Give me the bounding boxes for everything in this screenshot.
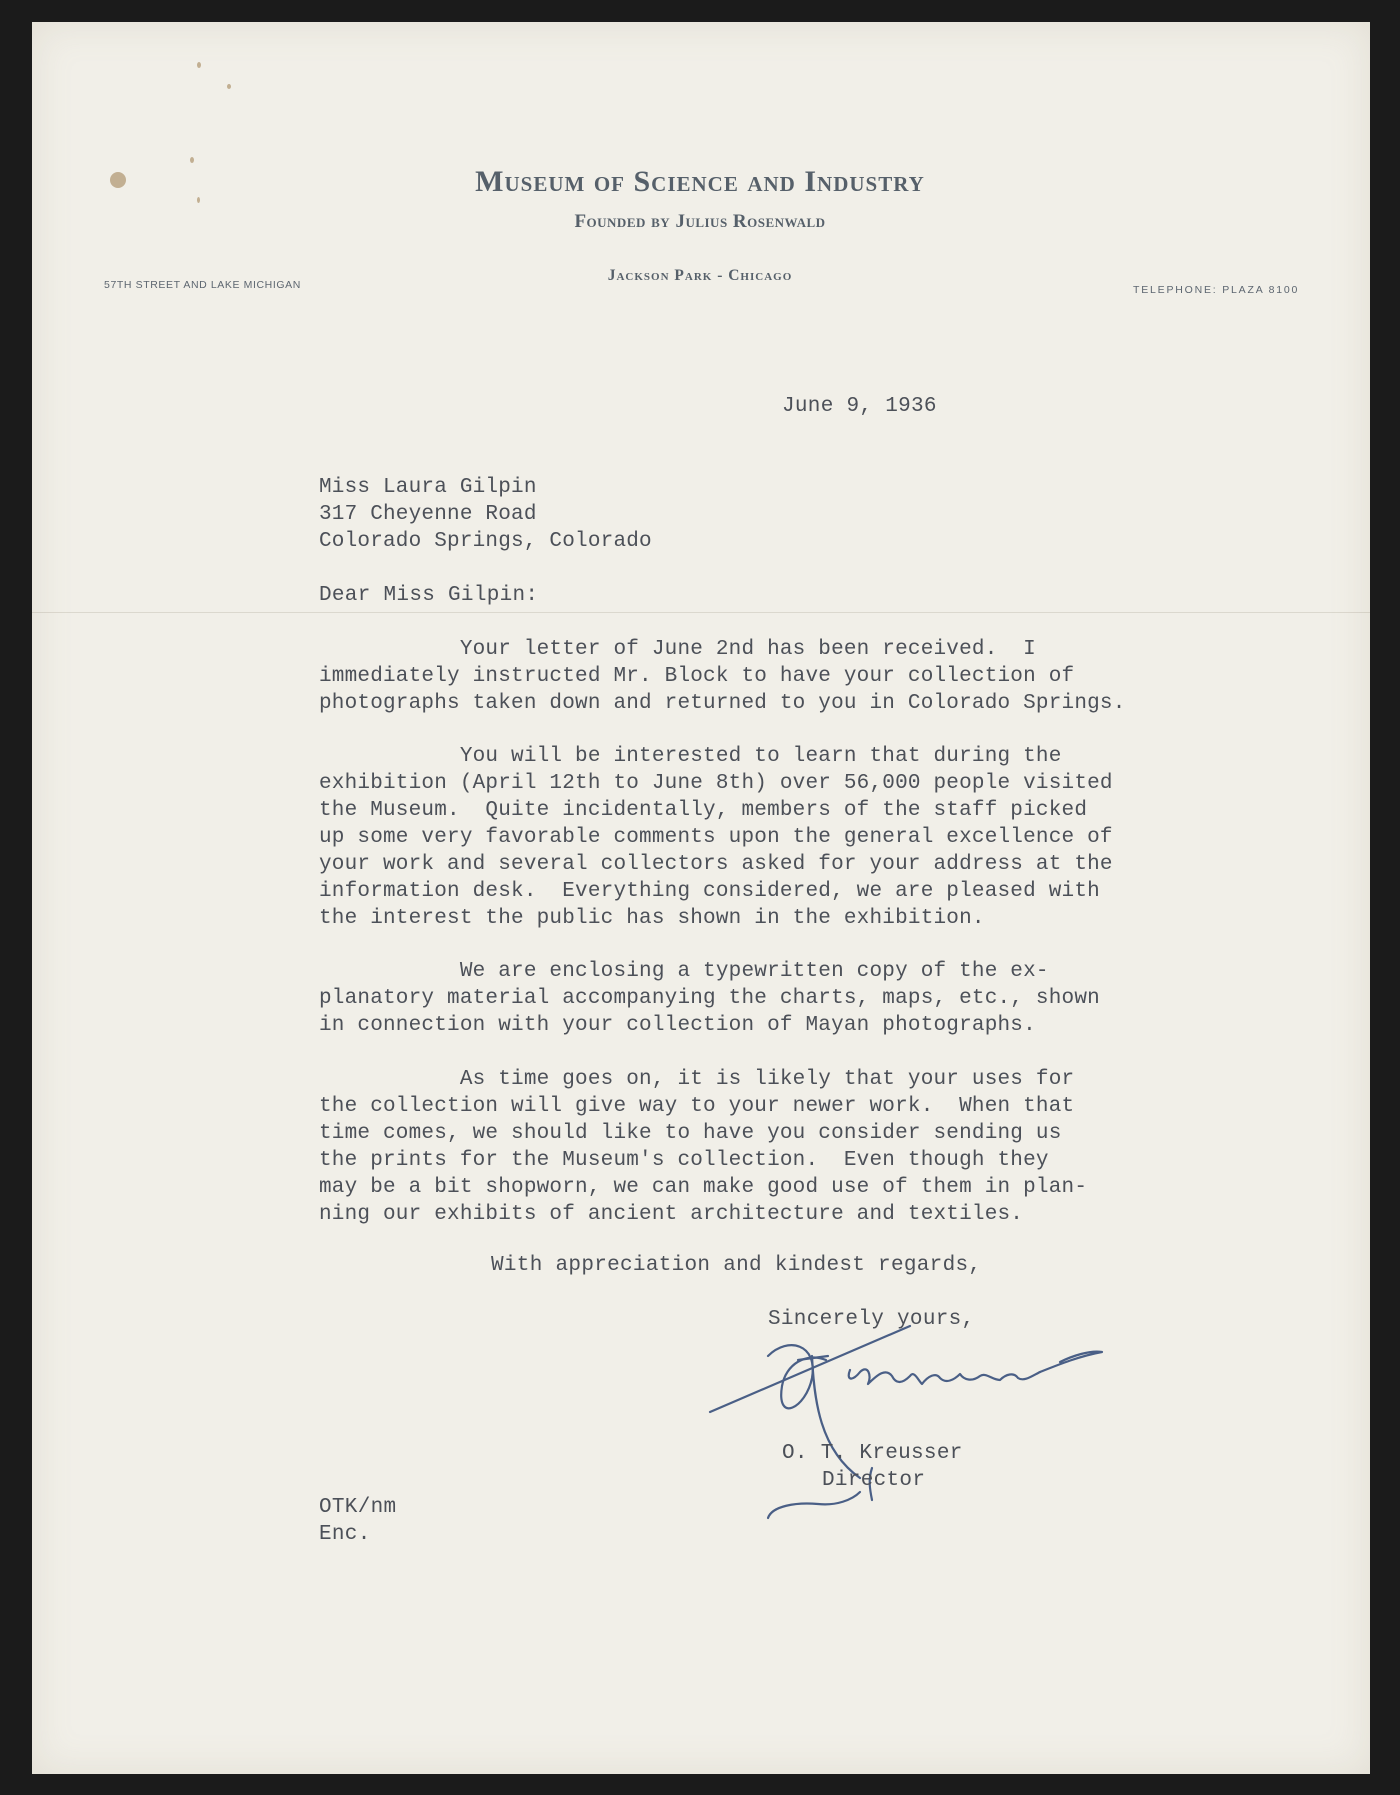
paragraph-line: You will be interested to learn that during the [319,745,1062,768]
letterhead-address: 57TH STREET AND LAKE MICHIGAN [104,279,301,291]
body-paragraph [319,636,1126,717]
paragraph-line: the prints for the Museum's collection. Even though they [319,1149,1049,1172]
letterhead-founded: Founded by Julius Rosenwald [574,211,826,232]
closing: Sincerely yours, [768,1308,975,1331]
paragraph-line: exhibition (April 12th to June 8th) over 56,000 people visited [319,772,1113,795]
paragraph-line: As time goes on, it is likely that your uses for [319,1068,1075,1091]
letterhead-museum-name: Museum of Science and Industry [475,165,925,198]
recipient-city: Colorado Springs, Colorado [319,530,652,553]
reference-initials: OTK/nm [319,1496,397,1519]
salutation: Dear Miss Gilpin: [319,584,539,607]
paragraph-line: in connection with your collection of Mayan photographs. [319,1014,1036,1037]
paragraph-line: We are enclosing a typewritten copy of the ex- [319,960,1049,983]
stain-spot [227,84,231,89]
enclosure-note: Enc. [319,1523,371,1546]
body-paragraph [319,1066,1087,1228]
letter-date: June 9, 1936 [782,395,937,418]
paragraph-line: the Museum. Quite incidentally, members of the staff picked [319,799,1088,822]
paragraph-line: Your letter of June 2nd has been received. I [319,638,1036,661]
signer-name: O. T. Kreusser [782,1442,963,1465]
paragraph-line: your work and several collectors asked for your address at the [319,853,1113,876]
signer-title: Director [822,1469,926,1492]
paragraph-line: time comes, we should like to have you consider sending us [319,1122,1062,1145]
closing-line: With appreciation and kindest regards, [491,1254,982,1277]
body-paragraph [319,958,1100,1039]
recipient-address [319,474,652,555]
letterhead-telephone: TELEPHONE: PLAZA 8100 [1133,284,1300,296]
paragraph-line: the collection will give way to your newer work. When that [319,1095,1075,1118]
stain-spot [190,157,194,163]
paragraph-line: information desk. Everything considered, we are pleased with [319,880,1100,903]
stain-spot [197,62,201,68]
paragraph-line: immediately instructed Mr. Block to have your collection of [319,665,1075,688]
letterhead-location: Jackson Park - Chicago [607,267,793,284]
paragraph-line: planatory material accompanying the charts, maps, etc., shown [319,987,1100,1010]
fold-crease [32,612,1370,613]
handwritten-signature [700,1320,1270,1540]
paragraph-line: ning our exhibits of ancient architecture and textiles. [319,1203,1024,1226]
paragraph-line: up some very favorable comments upon the general excellence of [319,826,1113,849]
body-paragraph [319,743,1113,932]
paragraph-line: photographs taken down and returned to you in Colorado Springs. [319,692,1126,715]
paragraph-line: the interest the public has shown in the exhibition. [319,907,985,930]
recipient-street: 317 Cheyenne Road [319,503,537,526]
paragraph-line: may be a bit shopworn, we can make good use of them in plan- [319,1176,1088,1199]
recipient-name: Miss Laura Gilpin [319,476,537,499]
